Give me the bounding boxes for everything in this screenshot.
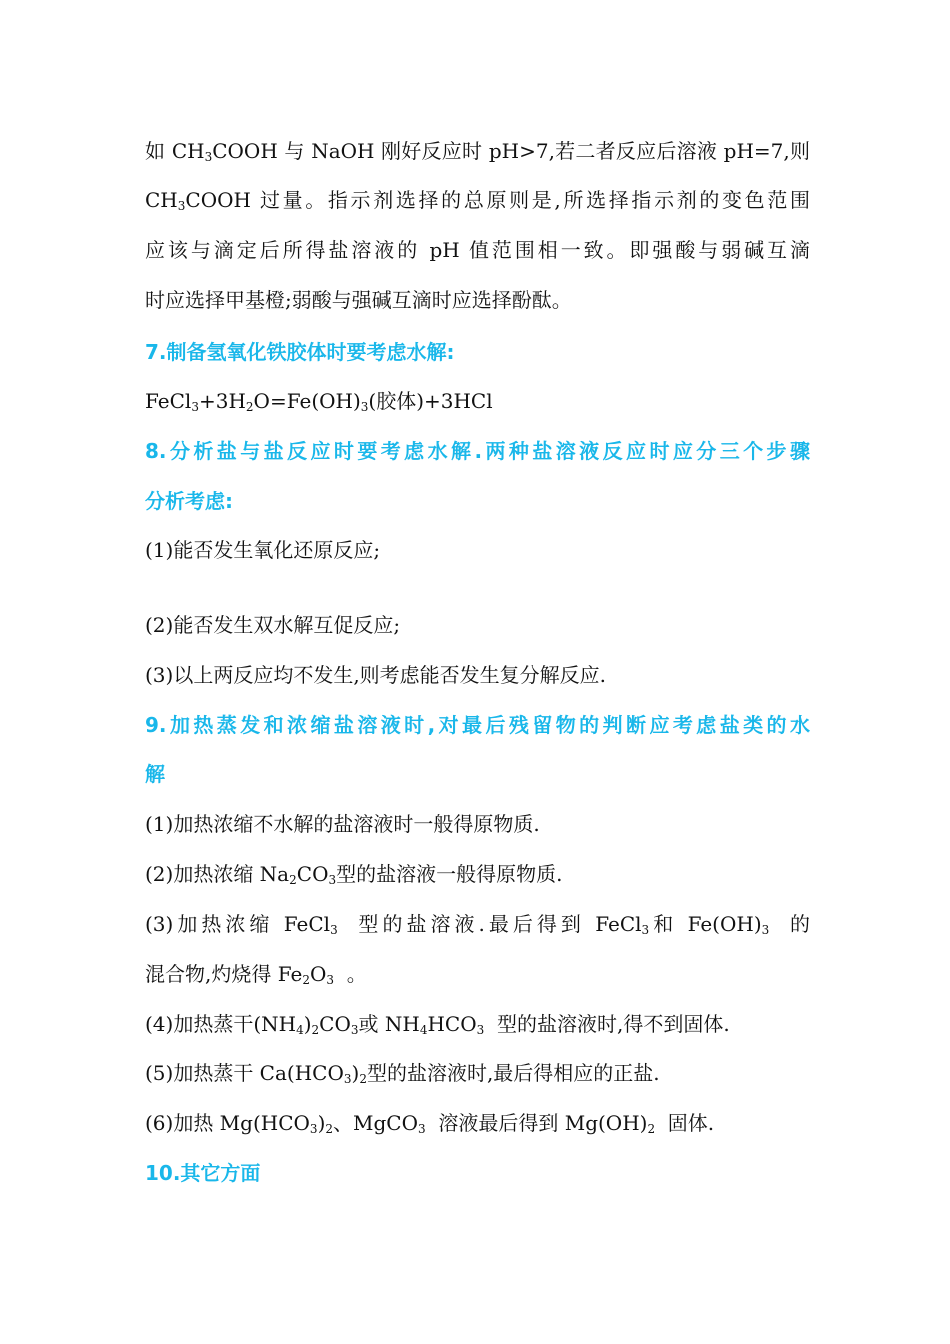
subscript: 3 — [360, 400, 369, 414]
subscript: 3 — [191, 400, 199, 414]
section-9-item-3-line-2 — [145, 960, 810, 988]
section-8-item-1: (1)能否发生氧化还原反应; — [145, 538, 381, 562]
text-segment: (4)加热蒸干(NH — [145, 1012, 297, 1036]
text-segment: 或 NH — [358, 1012, 420, 1036]
text-segment: 型的盐溶液.最后得到 FeCl — [337, 912, 642, 936]
text-segment: 如 CH — [145, 139, 205, 163]
subscript: 4 — [296, 1023, 304, 1037]
subscript: 3 — [326, 973, 335, 987]
subscript: 3 — [328, 873, 337, 887]
text-segment: O=Fe(OH) — [253, 389, 361, 413]
text-segment: 和 Fe(OH) — [649, 912, 762, 936]
section-9-heading-line-1: 9.加热蒸发和浓缩盐溶液时,对最后残留物的判断应考虑盐类的水 — [145, 713, 810, 737]
text-segment: FeCl — [145, 389, 192, 413]
subscript: 3 — [309, 1122, 318, 1136]
text-segment: 、MgCO — [333, 1111, 418, 1135]
text-segment: O — [309, 962, 327, 986]
subscript: 2 — [325, 1122, 334, 1136]
section-8-item-3: (3)以上两反应均不发生,则考虑能否发生复分解反应. — [145, 663, 607, 687]
text-segment: (2)加热浓缩 Na — [145, 862, 290, 886]
section-9-item-6 — [145, 1109, 810, 1137]
subscript: 3 — [204, 150, 213, 164]
subscript: 3 — [177, 199, 186, 213]
indicator-paragraph-line-1 — [145, 137, 810, 165]
text-segment: (3)加热浓缩 FeCl — [145, 912, 331, 936]
subscript: 2 — [289, 873, 297, 887]
subscript: 4 — [419, 1023, 428, 1037]
subscript: 2 — [647, 1122, 656, 1136]
subscript: 2 — [359, 1072, 367, 1086]
section-10-heading: 10.其它方面 — [145, 1161, 261, 1185]
indicator-paragraph-line-3: 应该与滴定后所得盐溶液的 pH 值范围相一致。即强酸与弱碱互滴 — [145, 238, 810, 262]
section-9-item-1: (1)加热浓缩不水解的盐溶液时一般得原物质. — [145, 812, 540, 836]
text-segment: (5)加热蒸干 Ca(HCO — [145, 1061, 344, 1085]
subscript: 3 — [343, 1072, 352, 1086]
text-segment: CO — [319, 1012, 351, 1036]
section-8-heading-line-2: 分析考虑: — [145, 489, 233, 513]
text-segment: CH — [145, 188, 178, 212]
section-7-heading: 7.制备氢氧化铁胶体时要考虑水解: — [145, 340, 455, 364]
text-segment: (胶体)+3HCl — [368, 389, 493, 413]
text-segment: ) — [351, 1061, 360, 1085]
subscript: 3 — [761, 923, 770, 937]
subscript: 3 — [476, 1023, 485, 1037]
section-9-item-4 — [145, 1010, 810, 1038]
text-segment: CO — [296, 862, 329, 886]
section-9-item-2 — [145, 860, 810, 888]
text-segment: COOH 过量。指示剂选择的总原则是,所选择指示剂的变色范围 — [185, 188, 810, 212]
text-segment: COOH 与 NaOH 刚好反应时 pH>7,若二者反应后溶液 pH=7,则 — [212, 139, 810, 163]
text-segment: 混合物,灼烧得 Fe — [145, 962, 303, 986]
text-segment: 型的盐溶液时,最后得相应的正盐. — [366, 1061, 660, 1085]
text-segment: HCO — [427, 1012, 477, 1036]
subscript: 2 — [245, 400, 254, 414]
indicator-paragraph-line-2 — [145, 186, 810, 214]
section-9-heading-line-2: 解 — [145, 762, 165, 786]
subscript: 3 — [330, 923, 338, 937]
text-segment: ) — [317, 1111, 326, 1135]
text-segment: 的 — [769, 912, 811, 936]
text-segment: (6)加热 Mg(HCO — [145, 1111, 310, 1135]
subscript: 2 — [311, 1023, 320, 1037]
text-segment: 溶液最后得到 Mg(OH) — [425, 1111, 648, 1135]
section-7-equation — [145, 387, 810, 415]
section-9-item-5 — [145, 1059, 810, 1087]
subscript: 3 — [418, 1122, 426, 1136]
text-segment: ) — [303, 1012, 312, 1036]
section-9-item-3-line-1 — [145, 910, 810, 938]
section-8-item-2: (2)能否发生双水解互促反应; — [145, 613, 401, 637]
text-segment: 型的盐溶液时,得不到固体. — [484, 1012, 730, 1036]
text-segment: +3H — [198, 389, 246, 413]
text-segment: 型的盐溶液一般得原物质. — [336, 862, 563, 886]
subscript: 2 — [302, 973, 310, 987]
text-segment: 。 — [334, 962, 367, 986]
indicator-paragraph-line-4: 时应选择甲基橙;弱酸与强碱互滴时应选择酚酞。 — [145, 288, 572, 312]
subscript: 3 — [641, 923, 650, 937]
subscript: 3 — [350, 1023, 359, 1037]
text-segment: 固体. — [655, 1111, 715, 1135]
section-8-heading-line-1: 8.分析盐与盐反应时要考虑水解.两种盐溶液反应时应分三个步骤 — [145, 439, 810, 463]
